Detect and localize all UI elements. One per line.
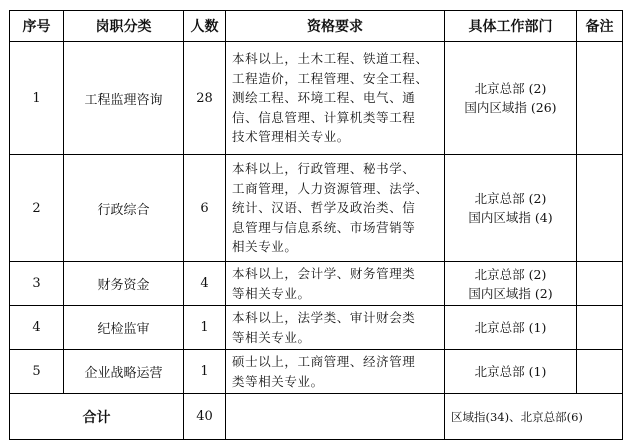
row-category: 工程监理咨询 [64, 42, 184, 155]
row-count: 1 [184, 350, 226, 394]
department-line: 北京总部 (1) [474, 320, 547, 335]
requirement-line: 信、信息管理、计算机类等工程 [232, 109, 416, 125]
header-remarks: 备注 [577, 11, 623, 42]
total-department: 区域指(34)、北京总部(6) [445, 394, 623, 440]
table-row [10, 262, 623, 306]
row-category: 行政综合 [64, 155, 184, 262]
requirement-line: 本科以上，会计学、财务管理类 [232, 266, 416, 281]
cut-off-title [0, 0, 628, 7]
department-line: 北京总部 (2) [474, 266, 547, 282]
header-requirements: 资格要求 [226, 11, 445, 42]
row-remarks [577, 306, 623, 350]
total-label: 合计 [10, 394, 184, 440]
row-index: 2 [10, 155, 64, 262]
requirement-line: 类等相关专业。 [232, 373, 324, 389]
table-row [10, 306, 623, 350]
requirement-line: 技术管理相关专业。 [232, 129, 350, 145]
requirement-line: 本科以上，法学类、审计财会类 [232, 310, 416, 325]
row-department [445, 155, 577, 262]
row-count: 6 [184, 155, 226, 262]
row-index: 5 [10, 350, 64, 394]
department-line: 北京总部 (1) [474, 364, 547, 379]
row-category: 财务资金 [64, 262, 184, 306]
header-row [10, 11, 623, 42]
row-requirements [226, 262, 445, 306]
requirement-line: 本科以上，土木工程、铁道工程、 [232, 51, 429, 67]
table-row [10, 350, 623, 394]
requirement-line: 工程造价，工程管理、安全工程、 [232, 70, 429, 86]
row-remarks [577, 155, 623, 262]
department-line: 北京总部 (2) [474, 81, 547, 96]
requirement-line: 等相关专业。 [232, 285, 311, 301]
row-category: 企业战略运营 [64, 350, 184, 394]
row-count: 4 [184, 262, 226, 306]
total-count: 40 [184, 394, 226, 440]
row-requirements [226, 306, 445, 350]
row-department [445, 306, 577, 350]
row-remarks [577, 350, 623, 394]
requirement-line: 等相关专业。 [232, 329, 311, 345]
row-count: 28 [184, 42, 226, 155]
row-department [445, 42, 577, 155]
header-index: 序号 [10, 11, 64, 42]
row-department [445, 262, 577, 306]
row-category: 纪检监审 [64, 306, 184, 350]
row-requirements [226, 42, 445, 155]
requirement-line: 工商管理，人力资源管理、法学、 [232, 180, 429, 196]
header-count: 人数 [184, 11, 226, 42]
row-index: 4 [10, 306, 64, 350]
row-count: 1 [184, 306, 226, 350]
header-department: 具体工作部门 [445, 11, 577, 42]
header-category: 岗职分类 [64, 11, 184, 42]
row-index: 3 [10, 262, 64, 306]
row-remarks [577, 262, 623, 306]
requirement-line: 硕士以上，工商管理、经济管理 [232, 354, 416, 369]
total-row [10, 394, 623, 440]
total-requirements-empty [226, 394, 445, 440]
department-line: 国内区域指 (26) [464, 100, 557, 115]
table-row [10, 155, 623, 262]
requirement-line: 息管理与信息系统、市场营销等 [232, 219, 416, 235]
requirement-line: 测绘工程、环境工程、电气、通 [232, 90, 416, 106]
row-index: 1 [10, 42, 64, 155]
department-line: 北京总部 (2) [474, 191, 547, 206]
requirement-line: 统计、汉语、哲学及政治类、信 [232, 200, 416, 216]
department-line: 国内区域指 (2) [468, 285, 553, 301]
requirement-line: 本科以上，行政管理、秘书学、 [232, 161, 416, 177]
row-requirements [226, 350, 445, 394]
row-department [445, 350, 577, 394]
table-row [10, 42, 623, 155]
row-requirements [226, 155, 445, 262]
requirement-line: 相关专业。 [232, 239, 298, 255]
row-remarks [577, 42, 623, 155]
department-line: 国内区域指 (4) [468, 210, 553, 225]
recruitment-table [9, 10, 623, 440]
